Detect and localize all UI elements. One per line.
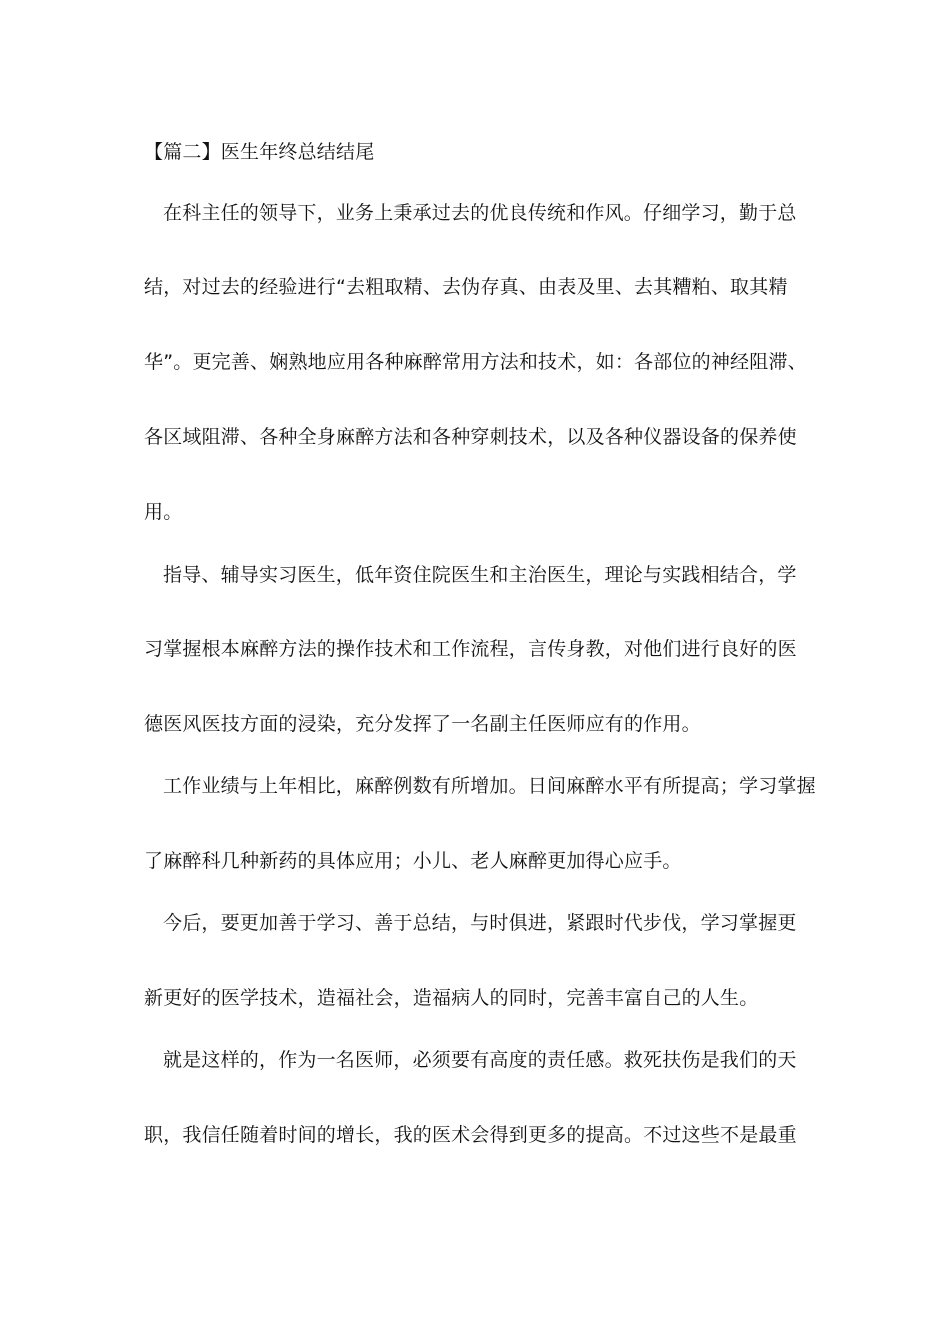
paragraph-5-line-2: 职，我信任随着时间的增长，我的医术会得到更多的提高。不过这些不是最重 [144, 1124, 797, 1146]
document-title: 【篇二】医生年终总结结尾 [144, 141, 375, 163]
paragraph-1-line-3: 华”。更完善、娴熟地应用各种麻醉常用方法和技术，如：各部位的神经阻滞、 [144, 351, 807, 373]
paragraph-2-line-2: 习掌握根本麻醉方法的操作技术和工作流程，言传身教，对他们进行良好的医 [144, 638, 797, 660]
paragraph-2-line-3: 德医风医技方面的浸染，充分发挥了一名副主任医师应有的作用。 [144, 713, 701, 735]
paragraph-2-line-1: 指导、辅导实习医生，低年资住院医生和主治医生，理论与实践相结合，学 [163, 564, 797, 586]
paragraph-1-line-4: 各区域阻滞、各种全身麻醉方法和各种穿刺技术，以及各种仪器设备的保养使 [144, 426, 797, 448]
paragraph-1-line-5: 用。 [144, 501, 183, 523]
paragraph-3-line-2: 了麻醉科几种新药的具体应用；小儿、老人麻醉更加得心应手。 [144, 850, 682, 872]
paragraph-5-line-1: 就是这样的，作为一名医师，必须要有高度的责任感。救死扶伤是我们的天 [163, 1049, 797, 1071]
paragraph-1-line-2: 结，对过去的经验进行“去粗取精、去伪存真、由表及里、去其糟粕、取其精 [144, 276, 788, 298]
paragraph-1-line-1: 在科主任的领导下，业务上秉承过去的优良传统和作风。仔细学习，勤于总 [163, 202, 797, 224]
paragraph-3-line-1: 工作业绩与上年相比，麻醉例数有所增加。日间麻醉水平有所提高；学习掌握 [163, 775, 816, 797]
paragraph-4-line-2: 新更好的医学技术，造福社会，造福病人的同时，完善丰富自己的人生。 [144, 987, 759, 1009]
paragraph-4-line-1: 今后，要更加善于学习、善于总结，与时俱进，紧跟时代步伐，学习掌握更 [163, 912, 797, 934]
